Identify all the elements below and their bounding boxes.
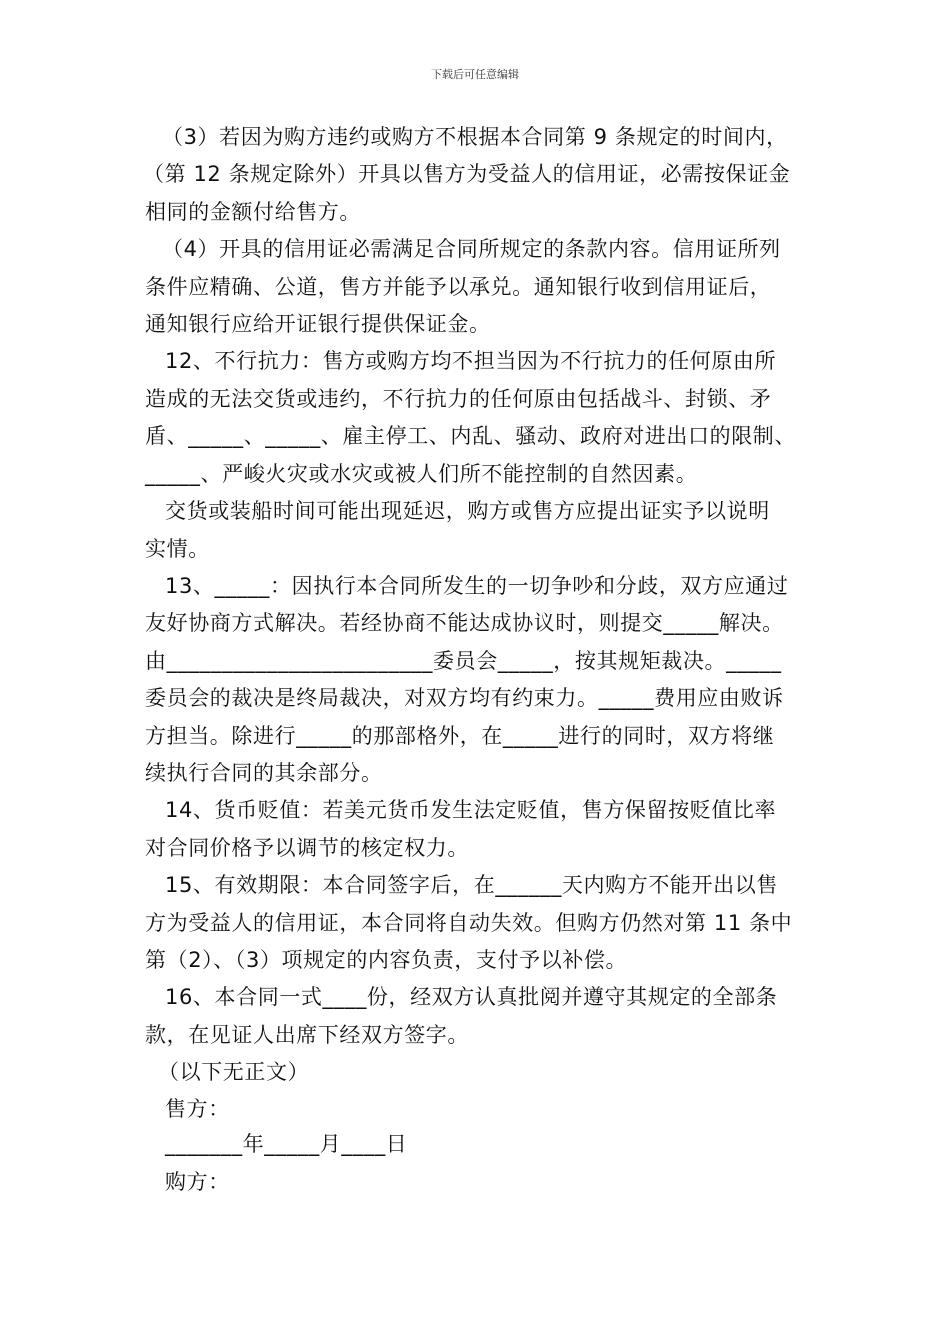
text-line: 通知银行应给开证银行提供保证金。: [145, 312, 491, 336]
text-line: 盾、_____、_____、雇主停工、内乱、骚动、政府对进出口的限制、: [145, 424, 796, 448]
text-line: 由________________________委员会_____，按其规矩裁决。_____: [145, 649, 782, 673]
text-line: 友好协商方式解决。若经协商不能达成协议时，则提交_____解决。: [145, 611, 784, 635]
text-line: 13、_____：因执行本合同所发生的一切争吵和分歧，双方应通过: [165, 574, 789, 598]
text-line: 交货或装船时间可能出现延迟，购方或售方应提出证实予以说明: [165, 499, 770, 523]
text-line: 14、货币贬值：若美元货币发生法定贬值，售方保留按贬值比率: [165, 798, 777, 822]
text-line: 相同的金额付给售方。: [145, 200, 361, 224]
text-line: 条件应精确、公道，售方并能予以承兑。通知银行收到信用证后，: [145, 275, 772, 299]
text-line: 对合同价格予以调节的核定权力。: [145, 836, 469, 860]
text-line: 委员会的裁决是终局裁决，对双方均有约束力。_____费用应由败诉: [145, 686, 784, 710]
text-line: _____、严峻火灾或水灾或被人们所不能控制的自然因素。: [145, 462, 698, 486]
text-line: 款，在见证人出席下经双方签字。: [145, 1023, 469, 1047]
text-line: 方担当。除进行_____的那部格外，在_____进行的同时，双方将继: [145, 724, 775, 748]
text-line: （4）开具的信用证必需满足合同所规定的条款内容。信用证所列: [162, 237, 781, 261]
text-line: 15、有效期限：本合同签字后，在______天内购方不能开出以售: [165, 873, 778, 897]
text-line: 16、本合同一式____份，经双方认真批阅并遵守其规定的全部条: [165, 985, 778, 1009]
text-line: （3）若因为购方违约或购方不根据本合同第 9 条规定的时间内，: [162, 125, 788, 149]
text-line: _______年_____月____日: [165, 1132, 408, 1156]
text-line: 购方：: [165, 1170, 230, 1194]
text-line: 造成的无法交货或违约，不行抗力的任何原由包括战斗、封锁、矛: [145, 387, 772, 411]
text-line: 售方：: [165, 1097, 230, 1121]
text-line: 12、不行抗力：售方或购方均不担当因为不行抗力的任何原由所: [165, 349, 777, 373]
text-line: 方为受益人的信用证，本合同将自动失效。但购方仍然对第 11 条中: [145, 911, 793, 935]
text-line: 续执行合同的其余部分。: [145, 761, 383, 785]
text-line: （以下无正文）: [158, 1060, 310, 1084]
text-line: 实情。: [145, 537, 210, 561]
text-line: 第（2）、（3）项规定的内容负责，支付予以补偿。: [145, 948, 628, 972]
page-header: 下载后可任意编辑: [431, 68, 519, 81]
text-line: （第 12 条规定除外）开具以售方为受益人的信用证，必需按保证金: [143, 162, 791, 186]
